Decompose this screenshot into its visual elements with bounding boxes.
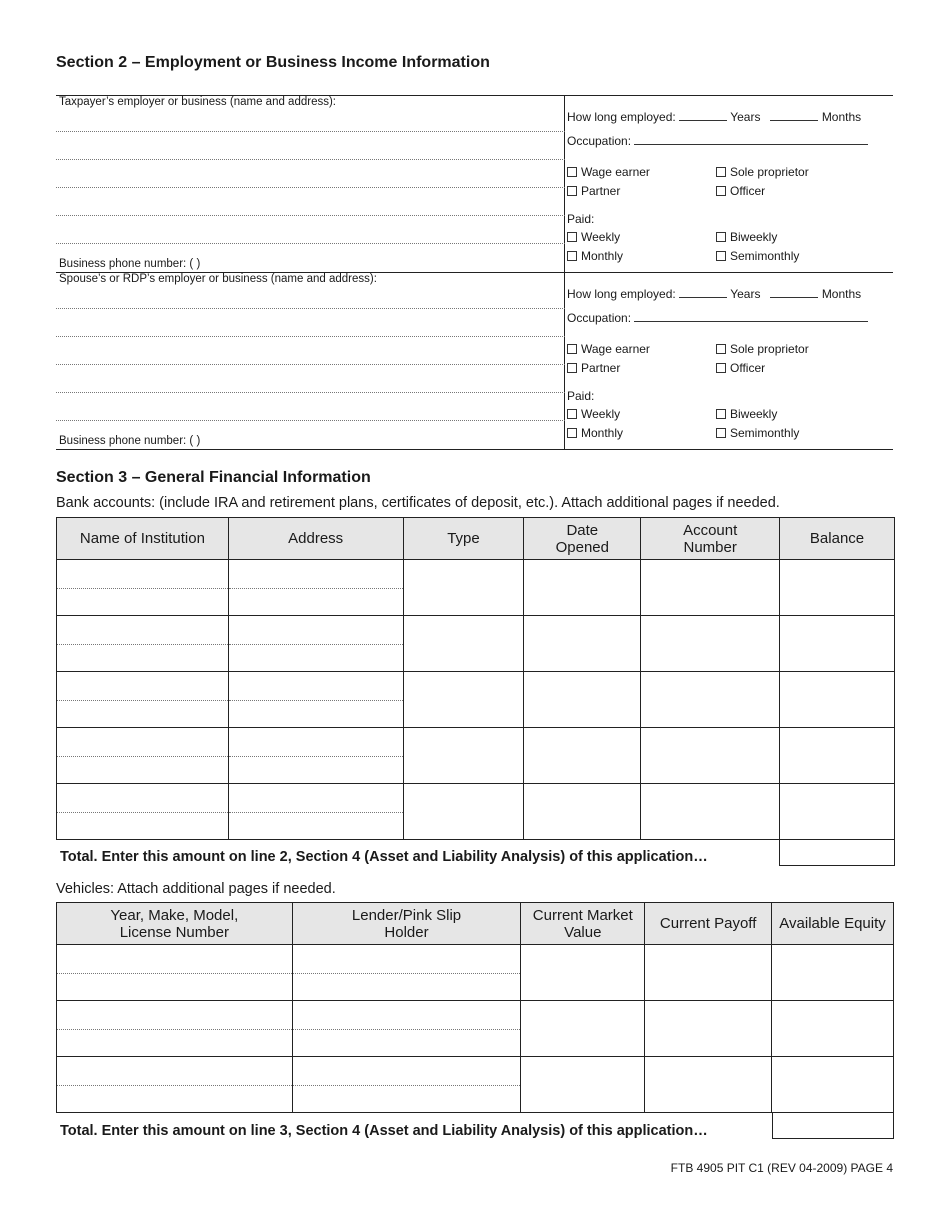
- vehicle-total-input[interactable]: [772, 1112, 894, 1139]
- spouse-semimonthly-checkbox[interactable]: Semimonthly: [716, 426, 799, 440]
- equity-cell[interactable]: [772, 945, 894, 1001]
- taxpayer-years-input[interactable]: [679, 110, 727, 121]
- checkbox-icon[interactable]: [567, 409, 577, 419]
- institution-cell[interactable]: [57, 616, 229, 672]
- spouse-employment-details: [567, 273, 893, 449]
- spouse-employer-line-3[interactable]: [56, 364, 565, 365]
- spouse-employer-line-5[interactable]: [56, 420, 565, 421]
- account-number-cell[interactable]: [641, 672, 780, 728]
- institution-cell[interactable]: [57, 560, 229, 616]
- taxpayer-officer-checkbox[interactable]: Officer: [716, 184, 765, 198]
- spouse-occupation-row: Occupation:: [567, 311, 868, 325]
- account-number-cell[interactable]: [641, 616, 780, 672]
- table-row: [57, 672, 895, 728]
- balance-cell[interactable]: [780, 784, 895, 840]
- spouse-occupation-input[interactable]: [634, 311, 868, 322]
- checkbox-icon[interactable]: [716, 167, 726, 177]
- taxpayer-months-input[interactable]: [770, 110, 818, 121]
- checkbox-icon[interactable]: [716, 232, 726, 242]
- vehicle-description-cell[interactable]: [57, 1001, 293, 1057]
- header-institution: Name of Institution: [57, 518, 229, 560]
- market-value-cell[interactable]: [521, 1057, 645, 1113]
- balance-cell[interactable]: [780, 560, 895, 616]
- equity-cell[interactable]: [772, 1057, 894, 1113]
- vehicle-description-cell[interactable]: [57, 1057, 293, 1113]
- taxpayer-how-long-row: How long employed: Years Months: [567, 110, 862, 124]
- account-number-cell[interactable]: [641, 728, 780, 784]
- address-cell[interactable]: [228, 728, 403, 784]
- equity-cell[interactable]: [772, 1001, 894, 1057]
- checkbox-icon[interactable]: [716, 186, 726, 196]
- market-value-cell[interactable]: [521, 945, 645, 1001]
- header-market-value: Current Market Value: [521, 903, 645, 945]
- type-cell[interactable]: [403, 672, 524, 728]
- bank-accounts-table: [56, 517, 895, 840]
- spouse-sole-proprietor-checkbox[interactable]: Sole proprietor: [716, 342, 809, 356]
- header-current-payoff: Current Payoff: [645, 903, 772, 945]
- lender-cell[interactable]: [292, 1057, 521, 1113]
- taxpayer-employer-line-2[interactable]: [56, 159, 565, 160]
- address-cell[interactable]: [228, 672, 403, 728]
- taxpayer-employer-line-1[interactable]: [56, 131, 565, 132]
- address-cell[interactable]: [228, 616, 403, 672]
- checkbox-icon[interactable]: [567, 344, 577, 354]
- spouse-years-input[interactable]: [679, 287, 727, 298]
- vehicle-description-cell[interactable]: [57, 945, 293, 1001]
- checkbox-icon[interactable]: [567, 167, 577, 177]
- form-footer: FTB 4905 PIT C1 (REV 04-2009) PAGE 4: [670, 1161, 893, 1175]
- checkbox-icon[interactable]: [716, 363, 726, 373]
- spouse-employer-area: [56, 273, 565, 449]
- taxpayer-employer-area: [56, 96, 565, 272]
- section-3-title: Section 3 – General Financial Information: [56, 469, 371, 486]
- account-number-cell[interactable]: [641, 560, 780, 616]
- address-cell[interactable]: [228, 560, 403, 616]
- payoff-cell[interactable]: [645, 1001, 772, 1057]
- table-row: [57, 616, 895, 672]
- table-row: [57, 1057, 894, 1113]
- bank-total-input[interactable]: [779, 839, 895, 866]
- vehicles-table: [56, 902, 894, 1113]
- spouse-employment-block: [56, 272, 893, 450]
- type-cell[interactable]: [403, 616, 524, 672]
- address-cell[interactable]: [228, 784, 403, 840]
- taxpayer-partner-checkbox[interactable]: Partner: [567, 184, 620, 198]
- payoff-cell[interactable]: [645, 945, 772, 1001]
- spouse-partner-checkbox[interactable]: Partner: [567, 361, 620, 375]
- header-address: Address: [228, 518, 403, 560]
- checkbox-icon[interactable]: [567, 232, 577, 242]
- header-type: Type: [403, 518, 524, 560]
- checkbox-icon[interactable]: [567, 363, 577, 373]
- checkbox-icon[interactable]: [567, 251, 577, 261]
- section-2-title: Section 2 – Employment or Business Income Information: [56, 54, 490, 71]
- header-vehicle-description: Year, Make, Model, License Number: [57, 903, 293, 945]
- balance-cell[interactable]: [780, 616, 895, 672]
- taxpayer-sole-proprietor-checkbox[interactable]: Sole proprietor: [716, 165, 809, 179]
- taxpayer-employer-line-3[interactable]: [56, 187, 565, 188]
- date-opened-cell[interactable]: [524, 672, 641, 728]
- checkbox-icon[interactable]: [567, 186, 577, 196]
- type-cell[interactable]: [403, 784, 524, 840]
- taxpayer-employer-line-5[interactable]: [56, 243, 565, 244]
- taxpayer-employment-block: [56, 95, 893, 272]
- spouse-officer-checkbox[interactable]: Officer: [716, 361, 765, 375]
- taxpayer-occupation-input[interactable]: [634, 134, 868, 145]
- vehicles-note: Vehicles: Attach additional pages if needed.: [56, 881, 336, 897]
- bank-total-label: Total. Enter this amount on line 2, Section 4 (Asset and Liability Analysis) of this application…: [60, 849, 708, 865]
- bank-header-row: [57, 518, 895, 560]
- institution-cell[interactable]: [57, 784, 229, 840]
- spouse-employer-line-4[interactable]: [56, 392, 565, 393]
- institution-cell[interactable]: [57, 672, 229, 728]
- date-opened-cell[interactable]: [524, 728, 641, 784]
- spouse-employer-line-1[interactable]: [56, 308, 565, 309]
- spouse-how-long-row: How long employed: Years Months: [567, 287, 862, 301]
- checkbox-icon[interactable]: [716, 409, 726, 419]
- date-opened-cell[interactable]: [524, 784, 641, 840]
- header-lender: Lender/Pink Slip Holder: [292, 903, 521, 945]
- date-opened-cell[interactable]: [524, 560, 641, 616]
- date-opened-cell[interactable]: [524, 616, 641, 672]
- spouse-weekly-checkbox[interactable]: Weekly: [567, 407, 620, 421]
- table-row: [57, 560, 895, 616]
- table-row: [57, 784, 895, 840]
- spouse-phone-field[interactable]: Business phone number: ( ): [59, 435, 201, 447]
- checkbox-icon[interactable]: [716, 428, 726, 438]
- balance-cell[interactable]: [780, 728, 895, 784]
- spouse-employer-label: Spouse’s or RDP’s employer or business (name and address):: [59, 273, 377, 285]
- spouse-wage-earner-checkbox[interactable]: Wage earner: [567, 342, 650, 356]
- taxpayer-paid-label: Paid:: [567, 212, 595, 226]
- taxpayer-weekly-checkbox[interactable]: Weekly: [567, 230, 620, 244]
- spouse-employer-line-2[interactable]: [56, 336, 565, 337]
- taxpayer-biweekly-checkbox[interactable]: Biweekly: [716, 230, 777, 244]
- market-value-cell[interactable]: [521, 1001, 645, 1057]
- header-date-opened: Date Opened: [524, 518, 641, 560]
- lender-cell[interactable]: [292, 945, 521, 1001]
- vehicle-header-row: [57, 903, 894, 945]
- checkbox-icon[interactable]: [716, 251, 726, 261]
- spouse-monthly-checkbox[interactable]: Monthly: [567, 426, 623, 440]
- lender-cell[interactable]: [292, 1001, 521, 1057]
- vehicle-total-label: Total. Enter this amount on line 3, Section 4 (Asset and Liability Analysis) of this application…: [60, 1123, 708, 1139]
- spouse-paid-label: Paid:: [567, 389, 595, 403]
- header-account-number: Account Number: [641, 518, 780, 560]
- taxpayer-employment-details: [567, 96, 893, 272]
- type-cell[interactable]: [403, 560, 524, 616]
- taxpayer-employer-line-4[interactable]: [56, 215, 565, 216]
- taxpayer-employer-label: Taxpayer’s employer or business (name and address):: [59, 96, 336, 108]
- taxpayer-semimonthly-checkbox[interactable]: Semimonthly: [716, 249, 799, 263]
- checkbox-icon[interactable]: [567, 428, 577, 438]
- spouse-months-input[interactable]: [770, 287, 818, 298]
- type-cell[interactable]: [403, 728, 524, 784]
- checkbox-icon[interactable]: [716, 344, 726, 354]
- table-row: [57, 945, 894, 1001]
- taxpayer-wage-earner-checkbox[interactable]: Wage earner: [567, 165, 650, 179]
- account-number-cell[interactable]: [641, 784, 780, 840]
- balance-cell[interactable]: [780, 672, 895, 728]
- bank-accounts-note: Bank accounts: (include IRA and retirement plans, certificates of deposit, etc.). Attach additional pages if needed.: [56, 495, 780, 511]
- taxpayer-occupation-row: Occupation:: [567, 134, 868, 148]
- taxpayer-monthly-checkbox[interactable]: Monthly: [567, 249, 623, 263]
- header-balance: Balance: [780, 518, 895, 560]
- taxpayer-phone-field[interactable]: Business phone number: ( ): [59, 258, 201, 270]
- payoff-cell[interactable]: [645, 1057, 772, 1113]
- institution-cell[interactable]: [57, 728, 229, 784]
- header-available-equity: Available Equity: [772, 903, 894, 945]
- table-row: [57, 728, 895, 784]
- spouse-biweekly-checkbox[interactable]: Biweekly: [716, 407, 777, 421]
- table-row: [57, 1001, 894, 1057]
